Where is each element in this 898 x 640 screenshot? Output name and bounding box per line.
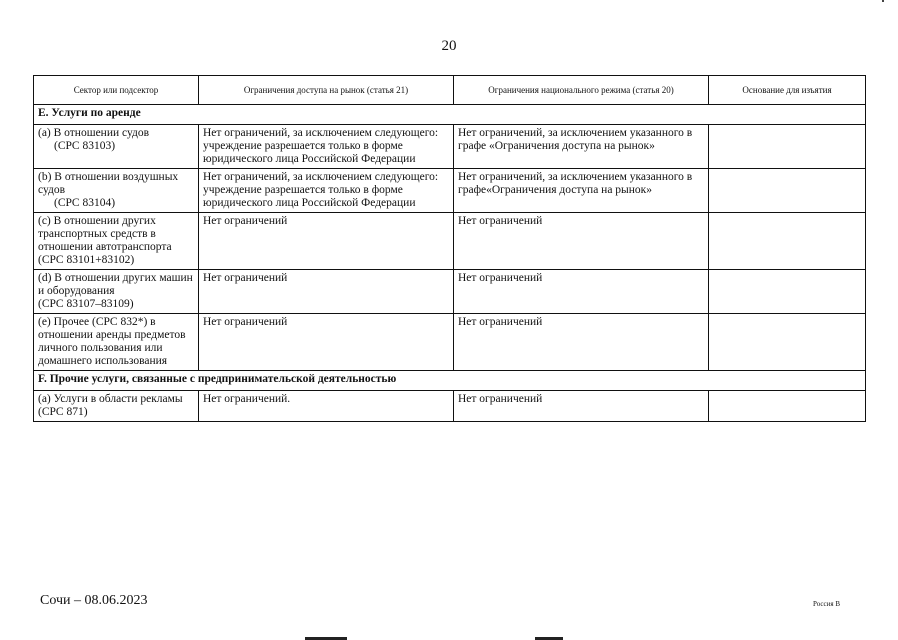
table-row [34, 125, 866, 169]
basis-cell [709, 213, 866, 270]
market-access-cell [199, 314, 454, 371]
sector-name: (e) Прочее (CPC 832*) в отношении аренды предметов личного пользования или домашнего использования [38, 316, 186, 367]
page-number: 20 [441, 38, 457, 54]
sector-cell [34, 314, 199, 371]
footer-place-date: Сочи – 08.06.2023 [40, 593, 148, 608]
market-access-detail: учреждение разрешается только в форме юридического лица Российской Федерации [203, 140, 416, 165]
basis-cell [709, 169, 866, 213]
sector-cell [34, 391, 199, 422]
section-row [34, 371, 866, 391]
market-access-text: Нет ограничений, за исключением следующего: [203, 127, 439, 139]
national-treatment-cell [454, 391, 709, 422]
market-access-detail: учреждение разрешается только в форме юридического лица Российской Федерации [203, 184, 416, 209]
sector-code: (CPC 83107–83109) [38, 298, 134, 310]
sector-cell [34, 169, 199, 213]
table-row [34, 270, 866, 314]
market-access-cell [199, 213, 454, 270]
market-access-text: Нет ограничений, за исключением следующего: [203, 171, 439, 183]
sector-code: (CPC 83104) [54, 197, 116, 209]
sector-name: (a) В отношении судов [38, 127, 150, 139]
table-row [34, 169, 866, 213]
national-treatment-text: Нет ограничений [458, 316, 543, 328]
national-treatment-text: Нет ограничений, за исключением указанного в графе«Ограничения доступа на рынок» [458, 171, 693, 196]
national-treatment-text: Нет ограничений [458, 393, 543, 405]
market-access-cell [199, 270, 454, 314]
market-access-text: Нет ограничений [203, 272, 288, 284]
sector-name: (c) В отношении других транспортных средств в отношении автотранспорта [38, 215, 172, 253]
national-treatment-text: Нет ограничений [458, 215, 543, 227]
table-row [34, 391, 866, 422]
table-row [34, 213, 866, 270]
national-treatment-cell [454, 125, 709, 169]
table-row [34, 314, 866, 371]
sector-cell [34, 270, 199, 314]
national-treatment-cell [454, 169, 709, 213]
national-treatment-cell [454, 213, 709, 270]
sector-cell [34, 125, 199, 169]
sector-name: (d) В отношении других машин и оборудования [38, 272, 193, 297]
sector-name: (b) В отношении воздушных судов [38, 171, 179, 196]
national-treatment-cell [454, 314, 709, 371]
header-market-access: Ограничения доступа на рынок (статья 21) [199, 76, 454, 105]
footer-country-tag: Россия В [813, 600, 840, 608]
section-title-e: E. Услуги по аренде [34, 105, 866, 125]
market-access-text: Нет ограничений. [203, 393, 291, 405]
basis-cell [709, 314, 866, 371]
market-access-cell [199, 169, 454, 213]
market-access-text: Нет ограничений [203, 316, 288, 328]
sector-name: (a) Услуги в области рекламы (CPC 871) [38, 393, 183, 418]
header-national-treatment: Ограничения национального режима (статья 20) [454, 76, 709, 105]
basis-cell [709, 270, 866, 314]
market-access-cell [199, 391, 454, 422]
header-basis: Основание для изъятия [709, 76, 866, 105]
section-row [34, 105, 866, 125]
national-treatment-cell [454, 270, 709, 314]
header-sector: Сектор или подсектор [34, 76, 199, 105]
market-access-cell [199, 125, 454, 169]
sector-code: (CPC 83103) [54, 140, 116, 152]
basis-cell [709, 125, 866, 169]
table-header-row [34, 76, 866, 105]
basis-cell [709, 391, 866, 422]
sector-code: (CPC 83101+83102) [38, 254, 135, 266]
market-access-text: Нет ограничений [203, 215, 288, 227]
section-title-f: F. Прочие услуги, связанные с предпринимательской деятельностью [34, 371, 866, 391]
national-treatment-text: Нет ограничений, за исключением указанного в графе «Ограничения доступа на рынок» [458, 127, 693, 152]
corner-scan-mark [882, 0, 884, 2]
schedule-table [33, 75, 866, 422]
sector-cell [34, 213, 199, 270]
national-treatment-text: Нет ограничений [458, 272, 543, 284]
